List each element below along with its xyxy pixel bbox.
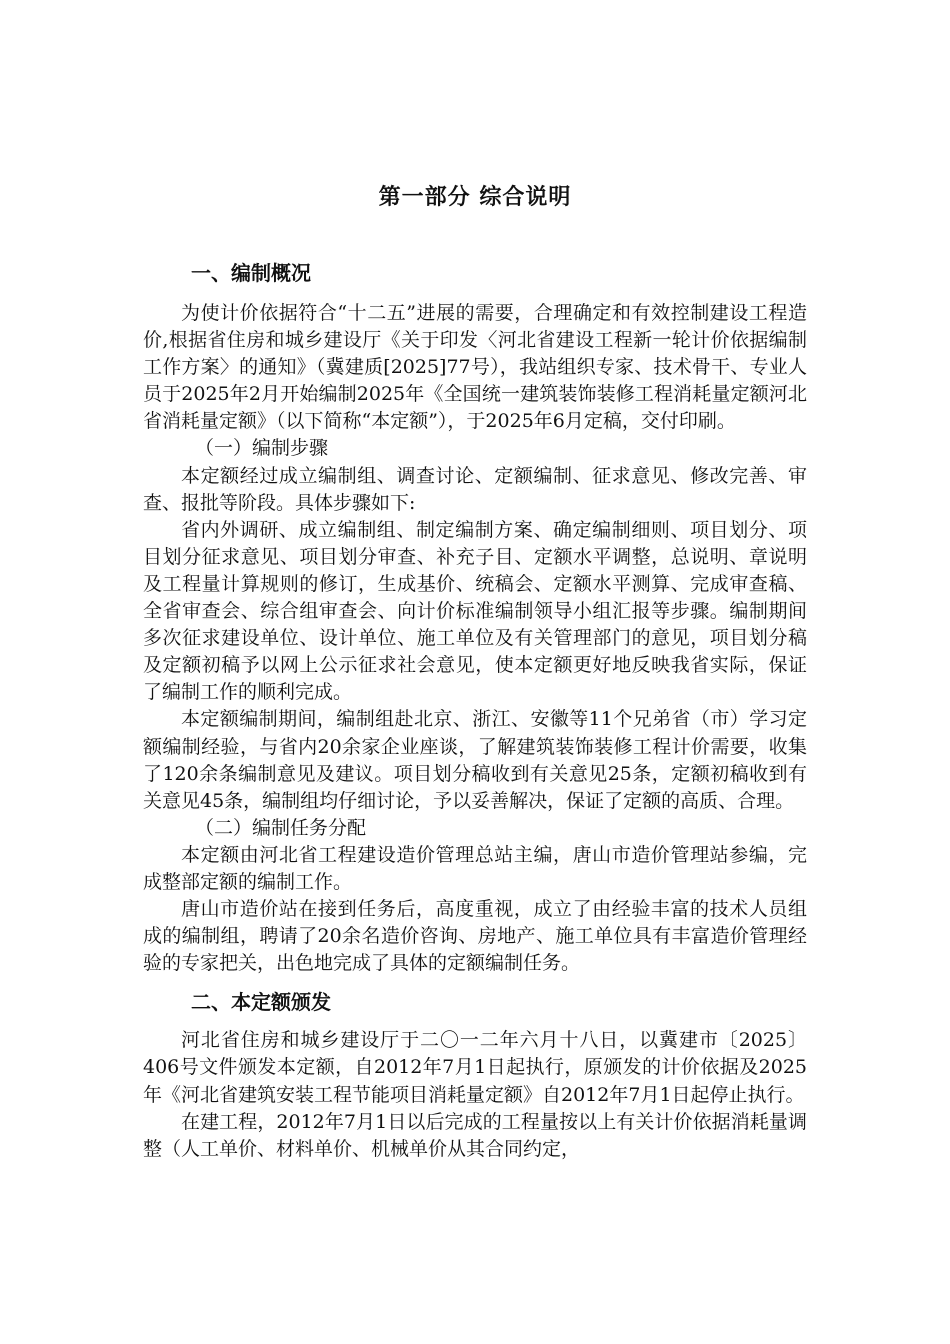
document-body: [143, 258, 807, 1163]
paragraph-tangshan: 唐山市造价站在接到任务后，高度重视，成立了由经验丰富的技术人员组成的编制组，聘请了20余名造价咨询、房地产、施工单位具有丰富造价管理经验的专家把关，出色地完成了具体的定额编制任务。: [143, 898, 807, 975]
paragraph-ongoing-projects: 在建工程，2012年7月1日以后完成的工程量按以上有关计价依据消耗量调整（人工单价、材料单价、机械单价从其合同约定，: [143, 1110, 807, 1160]
paragraph-research: 本定额编制期间，编制组赴北京、浙江、安徽等11个兄弟省（市）学习定额编制经验，与省内20余家企业座谈，了解建筑装饰装修工程计价需要，收集了120余条编制意见及建议。项目划分稿收到有关意见25条，定额初稿收到有关意见45条，编制组均仔细讨论，予以妥善解决，保证了定额的高质、合理。: [143, 708, 807, 812]
subsection-heading-tasks: （二）编制任务分配: [195, 816, 367, 839]
section-heading-overview: 一、编制概况: [191, 261, 311, 285]
page-title: 第一部分 综合说明: [378, 185, 572, 210]
section-heading-issuance: 二、本定额颁发: [191, 990, 331, 1015]
paragraph-issuance: 河北省住房和城乡建设厅于二〇一二年六月十八日，以冀建市〔2025〕406号文件颁发本定额，自2012年7月1日起执行，原颁发的计价依据及2025年《河北省建筑安装工程节能项目消耗量定额》自2012年7月1日起停止执行。: [143, 1029, 807, 1106]
paragraph-intro: 为使计价依据符合“十二五”进展的需要，合理确定和有效控制建设工程造价,根据省住房和城乡建设厅《关于印发〈河北省建设工程新一轮计价依据编制工作方案〉的通知》（冀建质[2025]77号），我站组织专家、技术骨干、专业人员于2025年2月开始编制2025年《全国统一建筑装饰装修工程消耗量定额河北省消耗量定额》（以下简称“本定额”），于2025年6月定稿，交付印刷。: [143, 302, 807, 433]
subsection-heading-steps: （一）编制步骤: [195, 437, 329, 460]
paragraph-steps-summary: 本定额经过成立编制组、调查讨论、定额编制、征求意见、修改完善、审查、报批等阶段。具体步骤如下:: [143, 464, 807, 514]
paragraph-editors: 本定额由河北省工程建设造价管理总站主编，唐山市造价管理站参编，完成整部定额的编制工作。: [143, 843, 807, 893]
paragraph-steps-detail: 省内外调研、成立编制组、制定编制方案、确定编制细则、项目划分、项目划分征求意见、项目划分审查、补充子目、定额水平调整，总说明、章说明及工程量计算规则的修订，生成基价、统稿会、定额水平测算、完成审查稿、全省审查会、综合组审查会、向计价标准编制领导小组汇报等步骤。编制期间多次征求建设单位、设计单位、施工单位及有关管理部门的意见，项目划分稿及定额初稿予以网上公示征求社会意见，使本定额更好地反映我省实际，保证了编制工作的顺利完成。: [143, 518, 807, 704]
